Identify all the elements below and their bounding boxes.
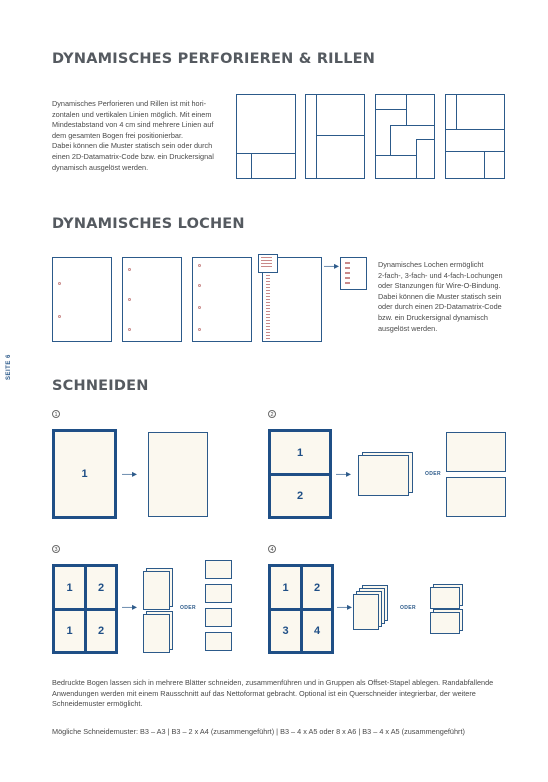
lochen-arrow-icon: —▸: [324, 261, 340, 272]
loch-sheet-2fach: [52, 257, 112, 342]
cut1-cell-label: 1: [81, 468, 88, 480]
cut4-cell-label: 1: [282, 581, 289, 594]
perf-sheet-2: [305, 94, 365, 179]
cut4-cell: [300, 564, 334, 611]
cut4-arrow-icon: —▸: [337, 602, 353, 613]
cut3-small-2: [205, 584, 232, 603]
cut3-cell: [84, 564, 118, 611]
cut4-cell: [268, 564, 303, 611]
cut4-stack-4: [353, 594, 379, 630]
cut1-result-sheet: [148, 432, 208, 517]
cut4-result-bottom: [430, 612, 460, 634]
cut3-small-3: [205, 608, 232, 627]
wire-o-detail: [340, 257, 367, 290]
cut4-cell-label: 4: [313, 625, 321, 637]
step-number-1: 1: [52, 410, 60, 418]
cut2-result-top: [446, 432, 506, 472]
step-number-3: 3: [52, 545, 60, 553]
cut3-cell: [52, 564, 87, 611]
loch-sheet-3fach: [122, 257, 182, 342]
cut1-sheet: [52, 429, 117, 519]
cut4-cell-label: 3: [282, 625, 289, 637]
loch-sheet-4fach: [192, 257, 252, 342]
cut2-oder-label: ODER: [425, 471, 442, 477]
cut2-cell-bottom: [268, 473, 332, 519]
cut4-cell-label: 2: [313, 581, 321, 594]
perforieren-title: DYNAMISCHES PERFORIEREN & RILLEN: [52, 51, 376, 67]
cut3-cell: [84, 608, 118, 654]
cut4-cell: [300, 608, 334, 654]
cut3-result-stack-a-front: [143, 571, 170, 610]
cut3-cell-label: 1: [66, 625, 73, 637]
perf-sheet-4: [445, 94, 505, 179]
cut3-cell-label: 2: [97, 625, 105, 637]
cut2-cell-top: [268, 429, 332, 476]
schneiden-text: Bedruckte Bogen lassen sich in mehrere Blätter schneiden, zusammenführen und in Gruppen als Offset-Stapel ablegen. Randabfallende Anwendungen werden mit einem Rausschnitt auf das Nettoformat gebracht. Optional ist ein Querschneider integrierbar, der weitere Schneidemuster ermöglicht.: [52, 678, 494, 709]
cut1-arrow-icon: —▸: [122, 469, 138, 480]
cut3-result-stack-b-front: [143, 614, 170, 653]
perforieren-text: Dynamisches Perforieren und Rillen ist mit hori- zontalen und vertikalen Linien möglich. Mit einem Mindestabstand von 4 cm sind mehrere Linien auf dem gesamten Bogen frei positionierbar. Dabei können die Muster statisch sein oder durch einen 2D-Datamatrix-Code bzw. ein Druckersignal dynamisch ausgelöst werden.: [52, 99, 214, 172]
cut4-cell: [268, 608, 303, 654]
schneidemuster-line: Mögliche Schneidemuster: B3 – A3 | B3 – 2 x A4 (zusammengeführt) | B3 – 4 x A5 oder 8 x A6 | B3 – 4 x A5 (zusammengeführt): [52, 727, 465, 736]
lochen-title: DYNAMISCHES LOCHEN: [52, 216, 245, 232]
cut2-arrow-icon: —▸: [336, 469, 352, 480]
cut3-cell-label: 2: [97, 581, 105, 594]
cut2-stack-front: [358, 455, 409, 496]
cut4-oder-label: ODER: [400, 605, 417, 611]
cut2-cell-label: 1: [296, 446, 304, 459]
cut3-arrow-icon: —▸: [122, 602, 138, 613]
cut2-result-bottom: [446, 477, 506, 517]
cut3-cell: [52, 608, 87, 654]
perf-sheet-1: [236, 94, 296, 179]
cut3-oder-label: ODER: [180, 605, 197, 611]
cut4-result-top: [430, 587, 460, 609]
perf-sheet-3: [375, 94, 435, 179]
cut3-cell-label: 1: [66, 581, 73, 594]
cut2-cell-label: 2: [296, 490, 304, 502]
cut3-small-1: [205, 560, 232, 579]
schneiden-title: SCHNEIDEN: [52, 378, 149, 394]
cut3-small-4: [205, 632, 232, 651]
step-number-2: 2: [268, 410, 276, 418]
loch-sheet-wire-o: [262, 257, 322, 342]
lochen-text: Dynamisches Lochen ermöglicht 2-fach-, 3-fach- und 4-fach-Lochungen oder Stanzungen für Wire-O-Bindung. Dabei können die Muster statisch sein oder durch einen 2D-Datamatrix-Code bzw. ein Druckersignal dynamisch ausgelöst werden.: [378, 260, 503, 333]
step-number-4: 4: [268, 545, 276, 553]
page-side-label: SEITE 6: [6, 354, 12, 380]
